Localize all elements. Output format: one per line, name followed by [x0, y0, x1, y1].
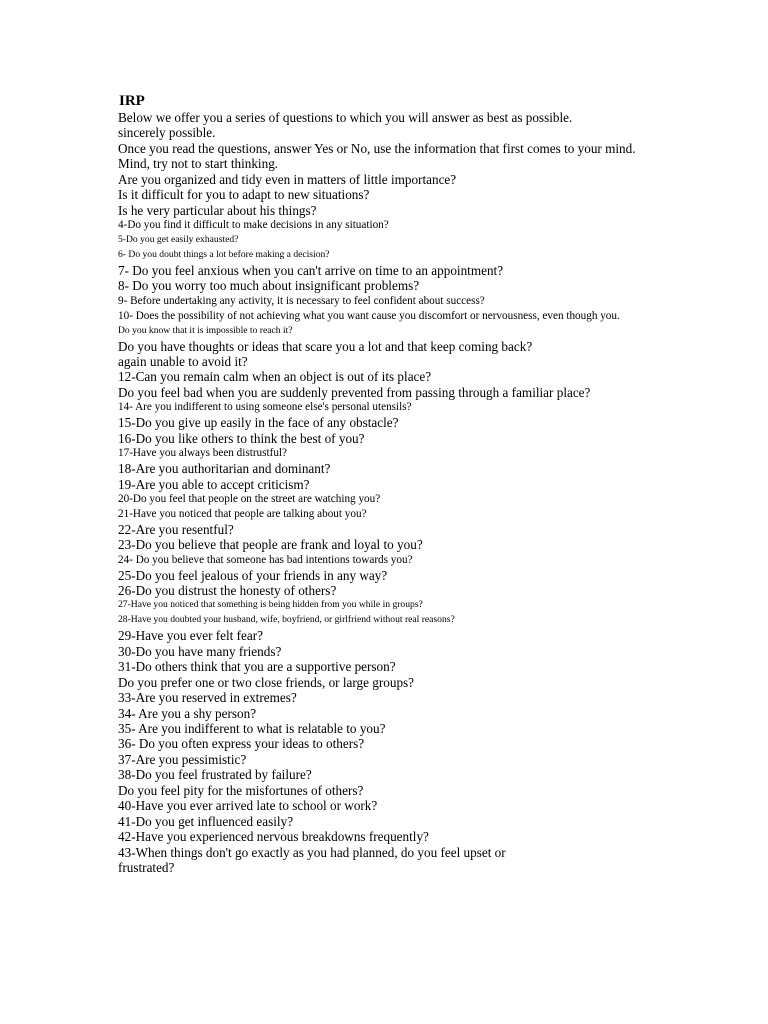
text-line: 37-Are you pessimistic? — [118, 751, 247, 767]
text-line: 24- Do you believe that someone has bad intentions towards you? — [118, 553, 413, 566]
text-line: 21-Have you noticed that people are talking about you? — [118, 507, 367, 520]
text-line: Once you read the questions, answer Yes or No, use the information that first comes to your mind. — [118, 140, 636, 156]
text-line: 22-Are you resentful? — [118, 521, 234, 537]
text-line: 15-Do you give up easily in the face of any obstacle? — [118, 415, 399, 431]
text-line: 6- Do you doubt things a lot before making a decision? — [118, 248, 330, 260]
text-line: 28-Have you doubted your husband, wife, boyfriend, or girlfriend without real reasons? — [118, 614, 455, 626]
text-line: 18-Are you authoritarian and dominant? — [118, 461, 331, 477]
text-line: 19-Are you able to accept criticism? — [118, 476, 310, 492]
text-line: 25-Do you feel jealous of your friends in any way? — [118, 567, 388, 583]
text-line: 10- Does the possibility of not achieving what you want cause you discomfort or nervousness, even though you. — [118, 309, 620, 322]
text-line: 8- Do you worry too much about insignificant problems? — [118, 278, 420, 294]
text-line: 36- Do you often express your ideas to others? — [118, 736, 365, 752]
text-line: 23-Do you believe that people are frank and loyal to you? — [118, 537, 423, 553]
text-line: 29-Have you ever felt fear? — [118, 628, 263, 644]
text-line: 30-Do you have many friends? — [118, 643, 282, 659]
text-line: 31-Do others think that you are a supportive person? — [118, 659, 396, 675]
text-line: 26-Do you distrust the honesty of others? — [118, 583, 337, 599]
text-line: 14- Are you indifferent to using someone else's personal utensils? — [118, 401, 412, 414]
text-line: 5-Do you get easily exhausted? — [118, 234, 239, 246]
text-line: 17-Have you always been distrustful? — [118, 447, 288, 460]
text-line: 12-Can you remain calm when an object is out of its place? — [118, 369, 432, 385]
text-line: 43-When things don't go exactly as you had planned, do you feel upset or — [118, 844, 506, 860]
text-line: 40-Have you ever arrived late to school or work? — [118, 798, 378, 814]
document-title: IRP — [119, 93, 145, 109]
text-line: 20-Do you feel that people on the street are watching you? — [118, 492, 381, 505]
text-line: 27-Have you noticed that something is being hidden from you while in groups? — [118, 599, 423, 611]
text-line: Do you prefer one or two close friends, or large groups? — [118, 674, 415, 690]
question-list — [118, 110, 758, 876]
text-line: Mind, try not to start thinking. — [118, 156, 279, 172]
text-line: sincerely possible. — [118, 125, 216, 141]
text-line: Is it difficult for you to adapt to new situations? — [118, 187, 370, 203]
text-line: 41-Do you get influenced easily? — [118, 813, 294, 829]
text-line: 38-Do you feel frustrated by failure? — [118, 767, 312, 783]
text-line: again unable to avoid it? — [118, 353, 248, 369]
text-line: Do you feel pity for the misfortunes of others? — [118, 782, 364, 798]
text-line: 34- Are you a shy person? — [118, 705, 257, 721]
text-line: 33-Are you reserved in extremes? — [118, 690, 297, 706]
text-line: Do you know that it is impossible to reach it? — [118, 324, 293, 336]
text-line: Is he very particular about his things? — [118, 202, 317, 218]
text-line: frustrated? — [118, 860, 175, 876]
text-line: Are you organized and tidy even in matters of little importance? — [118, 171, 457, 187]
text-line: 16-Do you like others to think the best of you? — [118, 430, 365, 446]
text-line: Do you feel bad when you are suddenly prevented from passing through a familiar place? — [118, 384, 591, 400]
text-line: 9- Before undertaking any activity, it is necessary to feel confident about success? — [118, 294, 485, 307]
text-line: Do you have thoughts or ideas that scare you a lot and that keep coming back? — [118, 338, 533, 354]
text-line: Below we offer you a series of questions to which you will answer as best as possible. — [118, 110, 573, 125]
text-line: 7- Do you feel anxious when you can't arrive on time to an appointment? — [118, 262, 504, 278]
text-line: 35- Are you indifferent to what is relatable to you? — [118, 721, 386, 737]
text-line: 4-Do you find it difficult to make decisions in any situation? — [118, 219, 389, 232]
text-line: 42-Have you experienced nervous breakdowns frequently? — [118, 829, 429, 845]
